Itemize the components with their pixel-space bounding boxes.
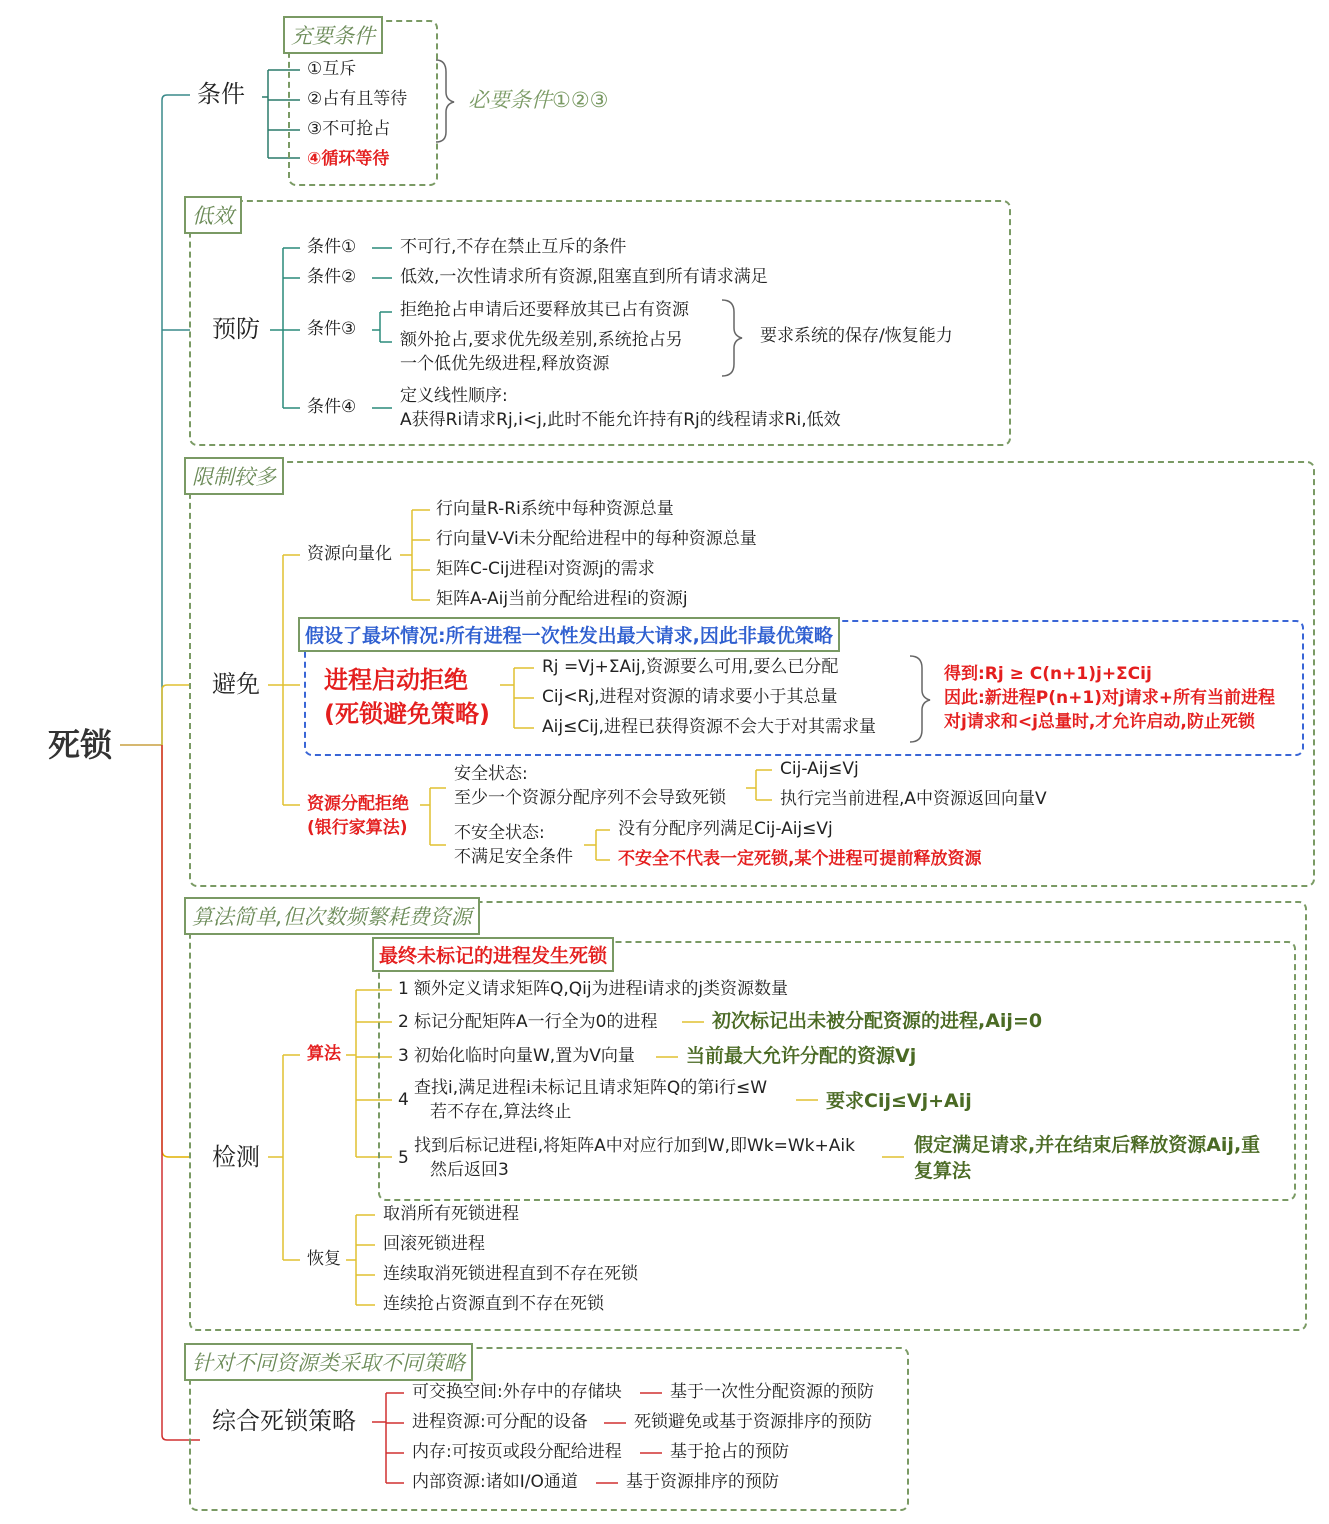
process-start-denial-title[interactable]: 进程启动拒绝: [324, 666, 468, 694]
step-3-number: 3: [398, 1046, 409, 1066]
safe-state-item[interactable]: Cij-Aij≤Vj: [780, 759, 859, 779]
conditions-note: 充要条件: [283, 16, 383, 54]
prevention-c3[interactable]: 条件③: [307, 319, 357, 339]
prevention-c1-text[interactable]: 不可行,不存在禁止互斥的条件: [400, 237, 627, 257]
prevention-c3-b1[interactable]: 额外抢占,要求优先级差别,系统抢占另: [400, 330, 683, 350]
integrated-strategy[interactable]: 死锁避免或基于资源排序的预防: [634, 1412, 872, 1432]
banker-algorithm-subtitle[interactable]: (银行家算法): [307, 818, 408, 838]
process-start-result-1[interactable]: 得到:Rj ≥ C(n+1)j+ΣCij: [944, 664, 1152, 684]
prevention-c2-text[interactable]: 低效,一次性请求所有资源,阻塞直到所有请求满足: [400, 267, 768, 287]
process-start-item[interactable]: Cij<Rj,进程对资源的请求要小于其总量: [542, 687, 838, 707]
step-4-text-1[interactable]: 查找i,满足进程i未标记且请求矩阵Q的第i行≤W: [414, 1078, 768, 1098]
prevention-c3-a[interactable]: 拒绝抢占申请后还要释放其已占有资源: [400, 300, 689, 320]
step-4-number: 4: [398, 1090, 409, 1110]
avoidance-vector-item[interactable]: 行向量R-Ri系统中每种资源总量: [436, 499, 674, 519]
step-2-number: 2: [398, 1012, 409, 1032]
step-1-text[interactable]: 额外定义请求矩阵Q,Qij为进程i请求的j类资源数量: [414, 979, 789, 999]
step-2-text[interactable]: 标记分配矩阵A一行全为0的进程: [414, 1012, 658, 1032]
step-4-text-2[interactable]: 若不存在,算法终止: [430, 1102, 572, 1122]
condition-item[interactable]: ①互斥: [307, 59, 357, 79]
integrated-strategy[interactable]: 基于一次性分配资源的预防: [670, 1382, 874, 1402]
banker-algorithm-title[interactable]: 资源分配拒绝: [307, 794, 409, 814]
integrated-note: 针对不同资源类采取不同策略: [184, 1343, 473, 1381]
step-3-note[interactable]: 当前最大允许分配的资源Vj: [686, 1045, 917, 1067]
unsafe-state-item[interactable]: 没有分配序列满足Cij-Aij≤Vj: [618, 819, 833, 839]
avoidance-worst-case-note: 假设了最坏情况:所有进程一次性发出最大请求,因此非最优策略: [298, 617, 840, 652]
prevention-note: 低效: [184, 196, 242, 234]
prevention-c4-t1[interactable]: 定义线性顺序:: [400, 386, 508, 406]
step-5-note-1[interactable]: 假定满足请求,并在结束后释放资源Aij,重: [914, 1134, 1261, 1156]
integrated-strategy[interactable]: 基于资源排序的预防: [626, 1472, 779, 1492]
root-topic[interactable]: 死锁: [48, 726, 113, 764]
step-5-number: 5: [398, 1148, 409, 1168]
conditions-brace-note: 必要条件①②③: [468, 88, 609, 112]
step-5-note-2[interactable]: 复算法: [914, 1160, 972, 1182]
recovery-item[interactable]: 取消所有死锁进程: [383, 1204, 519, 1224]
avoidance-vector-item[interactable]: 矩阵C-Cij进程i对资源j的需求: [436, 559, 655, 579]
condition-item-circular-wait[interactable]: ④循环等待: [307, 149, 390, 169]
integrated-resource[interactable]: 内部资源:诸如I/O通道: [412, 1472, 578, 1492]
avoidance-topic[interactable]: 避免: [212, 670, 260, 698]
safe-state-desc[interactable]: 至少一个资源分配序列不会导致死锁: [454, 788, 726, 808]
step-4-note[interactable]: 要求Cij≤Vj+Aij: [826, 1090, 972, 1112]
condition-item[interactable]: ②占有且等待: [307, 89, 408, 109]
step-5-text-1[interactable]: 找到后标记进程i,将矩阵A中对应行加到W,即Wk=Wk+Aik: [414, 1136, 855, 1156]
detection-topic[interactable]: 检测: [212, 1143, 260, 1171]
unsafe-state-title[interactable]: 不安全状态:: [454, 823, 545, 843]
step-3-text[interactable]: 初始化临时向量W,置为V向量: [414, 1046, 635, 1066]
recovery-item[interactable]: 连续取消死锁进程直到不存在死锁: [383, 1264, 638, 1284]
safe-state-item[interactable]: 执行完当前进程,A中资源返回向量V: [780, 789, 1047, 809]
safe-state-title[interactable]: 安全状态:: [454, 764, 528, 784]
integrated-resource[interactable]: 可交换空间:外存中的存储块: [412, 1382, 622, 1402]
step-1-number: 1: [398, 979, 409, 999]
conditions-topic[interactable]: 条件: [197, 80, 245, 108]
recovery-item[interactable]: 回滚死锁进程: [383, 1234, 485, 1254]
detection-recovery[interactable]: 恢复: [307, 1249, 341, 1269]
process-start-result-2[interactable]: 因此:新进程P(n+1)对j请求+所有当前进程: [944, 688, 1276, 708]
prevention-c4-t2[interactable]: A获得Ri请求Rj,i<j,此时不能允许持有Rj的线程请求Ri,低效: [400, 410, 841, 430]
avoidance-vector-item[interactable]: 矩阵A-Aij当前分配给进程i的资源j: [436, 589, 688, 609]
prevention-topic[interactable]: 预防: [212, 315, 260, 343]
unsafe-state-note[interactable]: 不安全不代表一定死锁,某个进程可提前释放资源: [618, 849, 982, 869]
detection-box-note: 最终未标记的进程发生死锁: [372, 937, 614, 972]
avoidance-vector-label[interactable]: 资源向量化: [307, 544, 392, 564]
detection-algorithm[interactable]: 算法: [307, 1044, 341, 1064]
process-start-item[interactable]: Aij≤Cij,进程已获得资源不会大于对其需求量: [542, 717, 877, 737]
integrated-strategy[interactable]: 基于抢占的预防: [670, 1442, 789, 1462]
prevention-c2[interactable]: 条件②: [307, 267, 357, 287]
step-5-text-2[interactable]: 然后返回3: [430, 1160, 509, 1180]
integrated-resource[interactable]: 进程资源:可分配的设备: [412, 1412, 588, 1432]
prevention-c1[interactable]: 条件①: [307, 237, 357, 257]
process-start-denial-subtitle[interactable]: (死锁避免策略): [324, 700, 490, 728]
unsafe-state-desc[interactable]: 不满足安全条件: [454, 847, 573, 867]
detection-note: 算法简单,但次数频繁耗费资源: [184, 897, 480, 935]
avoidance-vector-item[interactable]: 行向量V-Vi未分配给进程中的每种资源总量: [436, 529, 757, 549]
avoidance-note: 限制较多: [184, 457, 284, 495]
step-2-note[interactable]: 初次标记出未被分配资源的进程,Aij=0: [712, 1010, 1043, 1032]
prevention-c4[interactable]: 条件④: [307, 397, 357, 417]
prevention-c3-brace-note[interactable]: 要求系统的保存/恢复能力: [760, 326, 953, 346]
prevention-c3-b2[interactable]: 一个低优先级进程,释放资源: [400, 354, 610, 374]
recovery-item[interactable]: 连续抢占资源直到不存在死锁: [383, 1294, 604, 1314]
process-start-result-3[interactable]: 对j请求和<j总量时,才允许启动,防止死锁: [944, 712, 1255, 732]
condition-item[interactable]: ③不可抢占: [307, 119, 391, 139]
integrated-topic[interactable]: 综合死锁策略: [212, 1407, 356, 1435]
integrated-resource[interactable]: 内存:可按页或段分配给进程: [412, 1442, 622, 1462]
process-start-item[interactable]: Rj =Vj+ΣAij,资源要么可用,要么已分配: [542, 657, 839, 677]
